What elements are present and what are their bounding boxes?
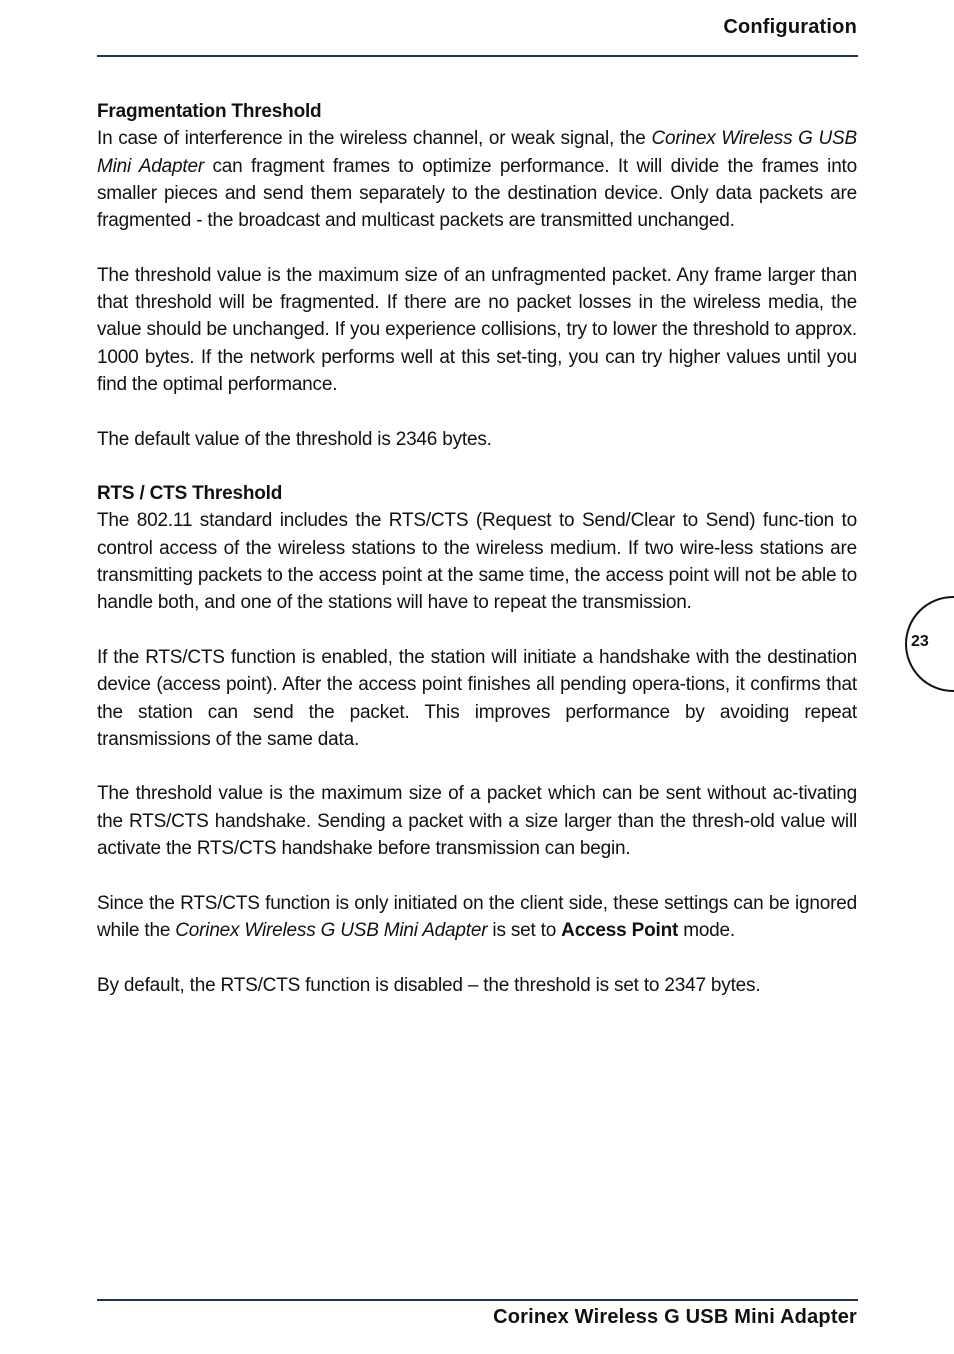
rts-paragraph-1: The 802.11 standard includes the RTS/CTS (Request to Send/Clear to Send) func-tion to control access of the wireless stations to the wireless medium. If two wire-less stations are transmitting packets to the access point at the same time, the access point will not be able to handle both, and one of the stations will have to repeat the transmission. bbox=[97, 510, 857, 614]
rts-paragraph-4 bbox=[97, 890, 857, 945]
fragmentation-heading: Fragmentation Threshold bbox=[97, 101, 322, 122]
fragmentation-paragraph-1 bbox=[97, 125, 857, 234]
fragmentation-paragraph-2: The threshold value is the maximum size of an unfragmented packet. Any frame larger than that threshold will be fragmented. If there are no packet losses in the wireless media, the value should be unchanged. If you experience collisions, try to lower the threshold to approx. 1000 bytes. If the network performs well at this set-ting, you can try higher values until you find the optimal performance. bbox=[97, 264, 857, 395]
product-name: Corinex Wireless G USB Mini Adapter bbox=[97, 128, 858, 177]
rts-paragraph-2: If the RTS/CTS function is enabled, the station will initiate a handshake with the destination device (access point). After the access point finishes all pending opera-tions, it confirms that the station can send the packet. This improves performance by avoiding repeat transmissions of the same data. bbox=[97, 646, 857, 750]
header-rule bbox=[97, 55, 858, 57]
running-footer: Corinex Wireless G USB Mini Adapter bbox=[493, 1306, 857, 1328]
running-header: Configuration bbox=[723, 16, 857, 38]
text-span: can fragment frames to optimize performance. It will divide the frames into smaller pieces and send them separately to the destination device. Only data packets are fragmented - the broadcast and multicast packets are transmitted unchanged. bbox=[97, 155, 858, 232]
text-span: Since the RTS/CTS function is only initiated on the client side, these settings can be ignored while the bbox=[97, 892, 857, 941]
mode-name: Access Point bbox=[561, 919, 679, 941]
rts-cts-heading: RTS / CTS Threshold bbox=[97, 483, 283, 505]
page-number: 23 bbox=[911, 633, 929, 650]
fragmentation-paragraph-3: The default value of the threshold is 2346 bytes. bbox=[97, 428, 492, 450]
page-body bbox=[97, 98, 857, 1026]
footer-rule bbox=[97, 1299, 858, 1301]
product-name: Corinex Wireless G USB Mini Adapter bbox=[175, 919, 488, 941]
text-span: In case of interference in the wireless channel, or weak signal, the bbox=[97, 128, 652, 150]
rts-paragraph-5: By default, the RTS/CTS function is disabled – the threshold is set to 2347 bytes. bbox=[97, 974, 761, 996]
rts-paragraph-3: The threshold value is the maximum size of a packet which can be sent without ac-tivating the RTS/CTS handshake. Sending a packet with a size larger than the thresh-old value will activate the RTS/CTS handshake before transmission can begin. bbox=[97, 783, 857, 860]
text-span: mode. bbox=[678, 919, 735, 941]
text-span: is set to bbox=[487, 919, 562, 941]
